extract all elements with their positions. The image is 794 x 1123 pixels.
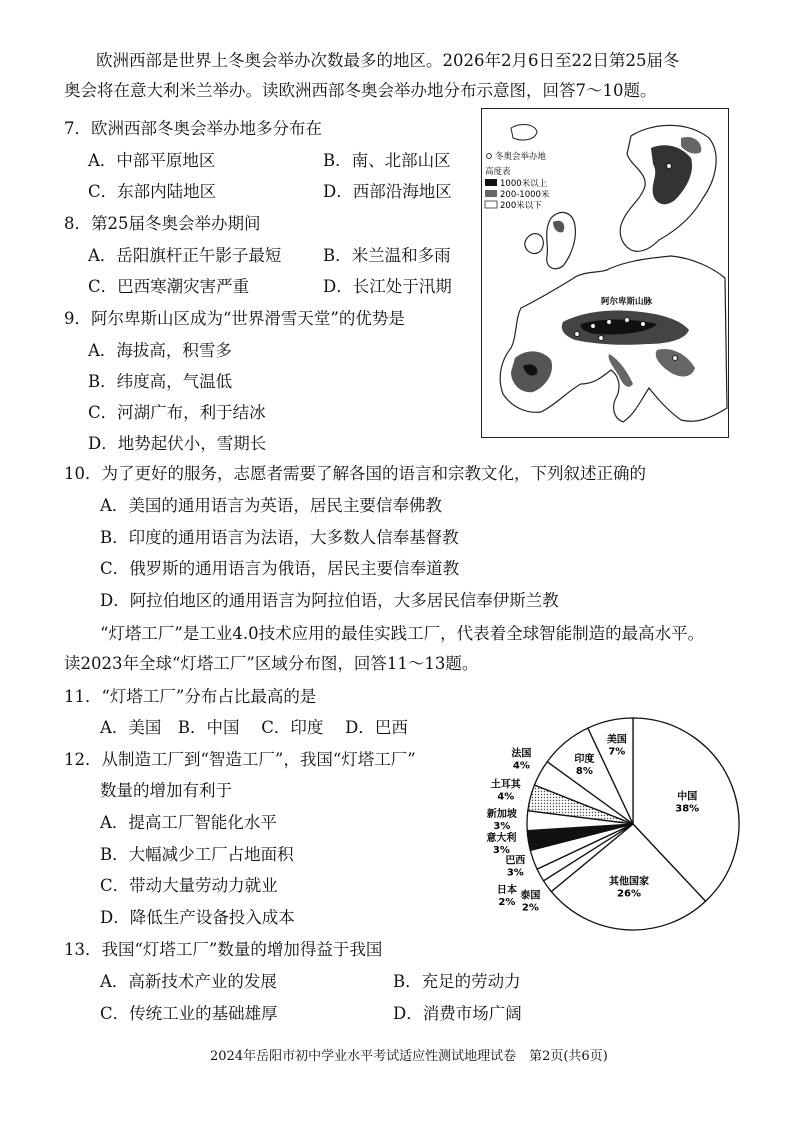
pie-category-label: 其他国家 <box>609 876 650 888</box>
pie-label-1 <box>675 790 699 815</box>
q10-option-c[interactable]: C．俄罗斯的通用语言为俄语，居民主要信奉道教 <box>100 559 460 578</box>
pie-category-label: 泰国 <box>520 890 541 902</box>
q7-option-c[interactable]: C．东部内陆地区 <box>88 182 217 201</box>
q13-stem: 13．我国“灯塔工厂”数量的增加得益于我国 <box>64 940 383 959</box>
q12-stem-line1: 12．从制造工厂到“智造工厂”，我国“灯塔工厂” <box>64 750 416 769</box>
intro1-line2: 奥会将在意大利米兰举办。读欧洲西部冬奥会举办地分布示意图，回答7～10题。 <box>64 81 657 100</box>
lighthouse-factory-pie-chart <box>420 706 740 944</box>
pie-value-label: 3% <box>492 844 510 856</box>
q11-stem: 11．“灯塔工厂”分布占比最高的是 <box>64 687 317 706</box>
pie-category-label: 日本 <box>496 884 517 896</box>
pie-label-8 <box>491 777 522 802</box>
intro2-line1: “灯塔工厂”是工业4.0技术应用的最佳实践工厂，代表着全球智能制造的最高水平。 <box>100 624 705 643</box>
intro2-line2: 读2023年全球“灯塔工厂”区域分布图，回答11～13题。 <box>64 654 479 673</box>
host-point <box>599 336 604 341</box>
pie-value-label: 8% <box>575 766 593 778</box>
legend-swatch-high <box>485 179 497 186</box>
q9-option-d[interactable]: D．地势起伏小，雪期长 <box>88 434 267 453</box>
q9-stem: 9．阿尔卑斯山区成为“世界滑雪天堂”的优势是 <box>64 309 405 328</box>
pie-label-9 <box>511 747 531 772</box>
pie-value-label: 4% <box>512 760 530 772</box>
q8-option-d[interactable]: D．长江处于汛期 <box>323 277 452 296</box>
q8-option-a[interactable]: A．岳阳旗杆正午影子最短 <box>88 246 282 265</box>
pie-label-3 <box>520 889 540 914</box>
intro1-line1: 欧洲西部是世界上冬奥会举办次数最多的地区。2026年2月6日至22日第25届冬 <box>96 51 680 70</box>
q12-option-c[interactable]: C．带动大量劳动力就业 <box>100 876 278 895</box>
legend-low-label: 200米以下 <box>500 201 542 211</box>
q12-option-d[interactable]: D．降低生产设备投入成本 <box>100 908 295 927</box>
q12-option-b[interactable]: B．大幅减少工厂占地面积 <box>100 845 294 864</box>
iceland-landmass <box>511 125 537 140</box>
q10-option-a[interactable]: A．美国的通用语言为英语，居民主要信奉佛教 <box>100 496 442 515</box>
q9-option-a[interactable]: A．海拔高，积雪多 <box>88 341 232 360</box>
pie-category-label: 印度 <box>574 754 595 766</box>
pie-label-10 <box>574 752 594 777</box>
host-point <box>591 324 596 329</box>
pie-label-6 <box>486 831 516 856</box>
q10-option-d[interactable]: D．阿拉伯地区的通用语言为阿拉伯语，大多居民信奉伊斯兰教 <box>100 591 559 610</box>
legend-point-label: 冬奥会举办地 <box>495 152 547 162</box>
page-footer: 2024年岳阳市初中学业水平考试适应性测试地理试卷 第2页(共6页) <box>210 1049 608 1064</box>
pie-chart-svg <box>420 706 740 944</box>
host-point <box>625 318 630 323</box>
alps-label: 阿尔卑斯山脉 <box>601 297 653 307</box>
legend-title: 高度表 <box>485 167 511 177</box>
q12-stem-line2: 数量的增加有利于 <box>100 781 232 800</box>
q8-stem: 8．第25届冬奥会举办期间 <box>64 214 261 233</box>
europe-winter-olympics-map <box>481 108 729 438</box>
legend-high-label: 1000米以上 <box>500 179 548 189</box>
pie-label-5 <box>505 853 525 878</box>
q10-option-b[interactable]: B．印度的通用语言为法语，大多数人信奉基督教 <box>100 528 459 547</box>
pie-category-label: 巴西 <box>505 855 526 867</box>
host-point <box>575 332 580 337</box>
q13-option-a[interactable]: A．高新技术产业的发展 <box>100 972 277 991</box>
q13-option-b[interactable]: B．充足的劳动力 <box>393 972 521 991</box>
q8-option-c[interactable]: C．巴西寒潮灾害严重 <box>88 277 250 296</box>
host-point <box>607 320 612 325</box>
legend-point-symbol <box>487 154 492 159</box>
q7-option-d[interactable]: D．西部沿海地区 <box>323 182 452 201</box>
q13-option-c[interactable]: C．传统工业的基础雄厚 <box>100 1004 278 1023</box>
host-point <box>667 164 672 169</box>
q9-option-c[interactable]: C．河湖广布，利于结冰 <box>88 403 266 422</box>
legend-swatch-mid <box>485 190 497 197</box>
pie-value-label: 3% <box>506 867 524 879</box>
map-legend <box>485 151 550 211</box>
q7-option-a[interactable]: A．中部平原地区 <box>88 151 216 170</box>
pie-category-label: 中国 <box>677 791 698 803</box>
pie-value-label: 38% <box>675 803 700 815</box>
host-point <box>641 322 646 327</box>
pie-label-7 <box>487 807 518 832</box>
pie-category-label: 意大利 <box>486 832 517 844</box>
pie-category-label: 土耳其 <box>490 779 521 791</box>
pie-value-label: 26% <box>617 888 641 900</box>
legend-mid-label: 200-1000米 <box>500 190 550 200</box>
legend-swatch-low <box>485 201 497 208</box>
pie-category-label: 法国 <box>511 748 532 760</box>
pie-value-label: 2% <box>498 896 516 908</box>
q8-option-b[interactable]: B．米兰温和多雨 <box>323 246 451 265</box>
pie-value-label: 3% <box>493 821 511 833</box>
q7-option-b[interactable]: B．南、北部山区 <box>323 151 451 170</box>
pie-value-label: 4% <box>497 791 515 803</box>
pie-label-4 <box>497 883 517 908</box>
pie-label-11 <box>607 733 627 758</box>
q7-stem: 7．欧洲西部冬奥会举办地多分布在 <box>64 119 322 138</box>
q12-option-a[interactable]: A．提高工厂智能化水平 <box>100 813 277 832</box>
host-point <box>673 356 678 361</box>
pie-value-label: 7% <box>608 746 626 758</box>
q9-option-b[interactable]: B．纬度高，气温低 <box>88 372 233 391</box>
q13-option-d[interactable]: D．消费市场广阔 <box>393 1004 522 1023</box>
pie-category-label: 美国 <box>606 734 627 746</box>
q10-stem: 10．为了更好的服务，志愿者需要了解各国的语言和宗教文化，下列叙述正确的 <box>64 464 646 483</box>
q11-options[interactable]: A．美国 B．中国 C．印度 D．巴西 <box>100 718 408 737</box>
pie-category-label: 新加坡 <box>486 809 517 821</box>
pie-value-label: 2% <box>521 902 539 914</box>
europe-map-svg <box>481 108 729 438</box>
